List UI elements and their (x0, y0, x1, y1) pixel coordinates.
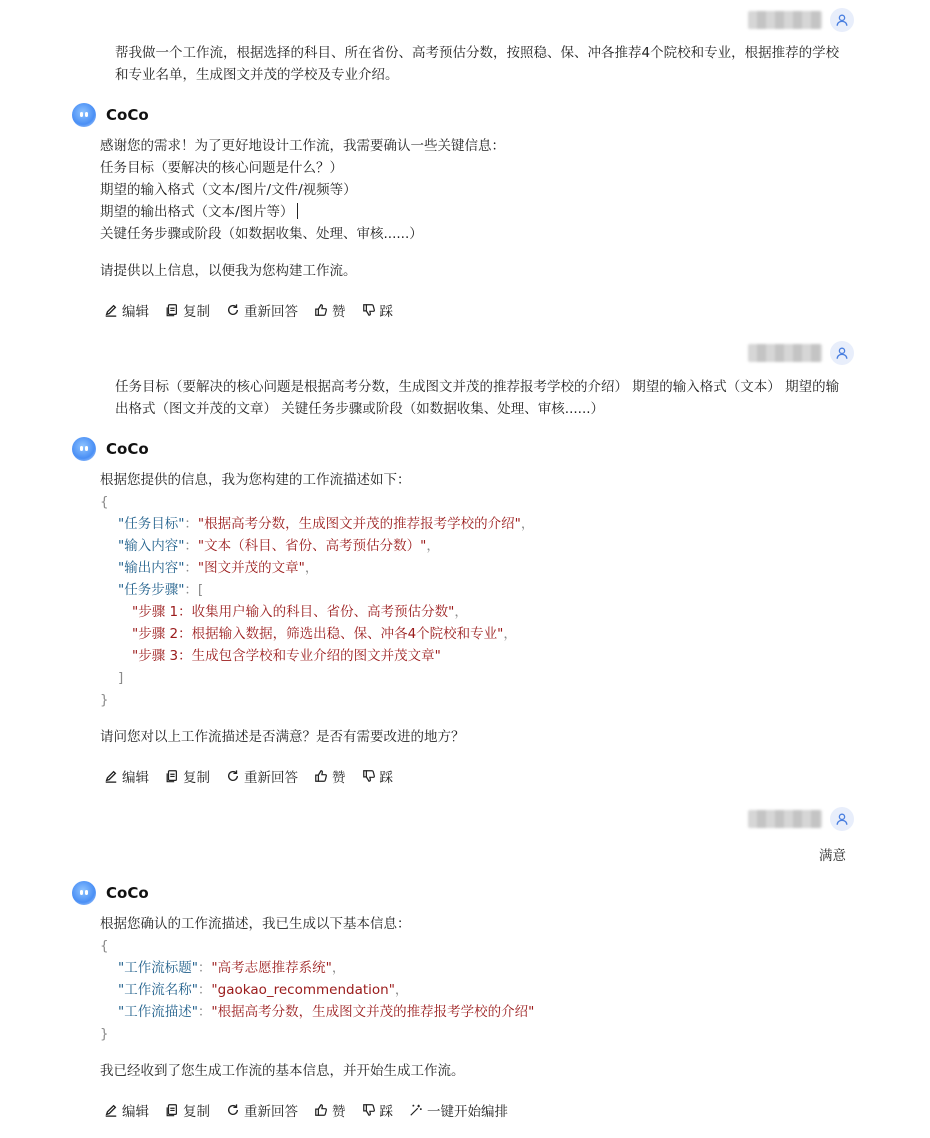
code-string: "步骤 1：收集用户输入的科目、省份、高考预估分数" (132, 604, 455, 620)
edit-button[interactable] (104, 1100, 149, 1120)
copy-label: 复制 (183, 1104, 210, 1120)
bot-avatar-icon (72, 437, 96, 461)
code-string: "步骤 3：生成包含学校和专业介绍的图文并茂文章" (132, 648, 441, 664)
code-brace: { (100, 938, 109, 954)
bot-header (72, 437, 149, 461)
like-label: 赞 (332, 770, 346, 786)
code-punct: ， (520, 516, 535, 532)
regenerate-label: 重新回答 (244, 304, 298, 320)
text-caret (297, 203, 298, 219)
bot-text-line: 根据您提供的信息，我为您构建的工作流描述如下： (100, 472, 411, 488)
regenerate-button[interactable] (226, 1100, 298, 1120)
code-row (100, 979, 860, 1001)
thumbs-up-icon (314, 1103, 328, 1117)
like-label: 赞 (332, 304, 346, 320)
code-row (100, 667, 860, 689)
thumbs-up-icon (314, 303, 328, 317)
thumbs-down-icon (362, 1103, 376, 1117)
code-row (100, 689, 860, 711)
code-punct: ： (184, 516, 198, 532)
bot-header (72, 881, 149, 905)
code-string: "步骤 2：根据输入数据，筛选出稳、保、冲各4个院校和专业" (132, 626, 504, 642)
code-punct: ： (184, 560, 198, 576)
refresh-icon (226, 1103, 240, 1117)
code-brace: } (100, 692, 109, 708)
user-avatar-icon (830, 341, 854, 365)
code-row (100, 1001, 860, 1023)
code-key: "工作流标题" (118, 960, 198, 976)
bot-avatar-icon (72, 881, 96, 905)
code-row (100, 957, 860, 979)
copy-button[interactable] (165, 300, 210, 320)
code-punct: ： (197, 960, 212, 976)
refresh-icon (226, 303, 240, 317)
code-key: "任务目标" (118, 516, 185, 532)
code-punct: ： (197, 1004, 212, 1020)
one-click-label: 一键开始编排 (427, 1104, 508, 1120)
edit-label: 编辑 (122, 1104, 149, 1120)
code-string: "gaokao_recommendation" (211, 982, 395, 998)
one-click-orchestrate-button[interactable] (409, 1100, 508, 1120)
like-button[interactable] (314, 766, 346, 786)
code-brace: { (100, 494, 109, 510)
message-actions (104, 1100, 508, 1120)
thumbs-down-icon (362, 769, 376, 783)
thumbs-up-icon (314, 769, 328, 783)
code-punct: ： (184, 538, 198, 554)
code-row (100, 935, 860, 957)
copy-icon (165, 769, 179, 783)
bot-name: CoCo (106, 884, 149, 902)
dislike-button[interactable] (362, 300, 394, 320)
user-header (748, 8, 854, 32)
copy-icon (165, 303, 179, 317)
code-row (100, 645, 860, 667)
code-string: "文本（科目、省份、高考预估分数）" (197, 538, 427, 554)
code-key: "任务步骤" (118, 582, 185, 598)
regenerate-label: 重新回答 (244, 770, 298, 786)
user-header (748, 807, 854, 831)
dislike-label: 踩 (379, 770, 393, 786)
bot-text-line: 请提供以上信息，以便我为您构建工作流。 (100, 263, 357, 279)
code-string: "高考志愿推荐系统" (211, 960, 332, 976)
regenerate-button[interactable] (226, 766, 298, 786)
dislike-button[interactable] (362, 766, 394, 786)
dislike-label: 踩 (379, 1104, 393, 1120)
code-punct: ， (503, 626, 517, 642)
pencil-icon (104, 303, 118, 317)
code-punct: ， (331, 960, 346, 976)
regenerate-button[interactable] (226, 300, 298, 320)
code-string: "图文并茂的文章" (197, 560, 305, 576)
code-key: "工作流名称" (118, 982, 198, 998)
magic-wand-icon (409, 1103, 423, 1117)
code-row (100, 513, 860, 535)
code-key: "输入内容" (118, 538, 185, 554)
user-name-redacted (748, 810, 822, 828)
bot-text: 期望的输出格式（文本/图片等） (100, 204, 294, 220)
code-row (100, 601, 860, 623)
code-punct: ， (426, 538, 440, 554)
copy-button[interactable] (165, 766, 210, 786)
edit-label: 编辑 (122, 770, 149, 786)
code-punct: ： (184, 582, 198, 598)
code-row (100, 557, 860, 579)
code-key: "工作流描述" (118, 1004, 198, 1020)
user-message: 满意 (819, 848, 846, 864)
code-punct: ， (394, 982, 409, 998)
code-punct: ， (454, 604, 468, 620)
code-key: "输出内容" (118, 560, 185, 576)
copy-label: 复制 (183, 304, 210, 320)
regenerate-label: 重新回答 (244, 1104, 298, 1120)
copy-icon (165, 1103, 179, 1117)
code-row (100, 535, 860, 557)
bot-text-line: 感谢您的需求！为了更好地设计工作流，我需要确认一些关键信息： (100, 138, 505, 154)
bot-header (72, 103, 149, 127)
code-punct: ： (197, 982, 212, 998)
bot-name: CoCo (106, 106, 149, 124)
bot-message (100, 135, 860, 282)
refresh-icon (226, 769, 240, 783)
code-brace: } (100, 1026, 109, 1042)
code-row (100, 623, 860, 645)
like-button[interactable] (314, 1100, 346, 1120)
like-label: 赞 (332, 1104, 346, 1120)
like-button[interactable] (314, 300, 346, 320)
message-actions (104, 766, 393, 786)
bot-text-line: 任务目标（要解决的核心问题是什么？） (100, 160, 343, 176)
bot-text-line: 期望的输入格式（文本/图片/文件/视频等） (100, 182, 357, 198)
dislike-button[interactable] (362, 1100, 394, 1120)
code-block (100, 491, 860, 711)
user-name-redacted (748, 344, 822, 362)
edit-button[interactable] (104, 300, 149, 320)
bot-text-line: 关键任务步骤或阶段（如数据收集、处理、审核......） (100, 226, 423, 242)
edit-button[interactable] (104, 766, 149, 786)
user-message: 任务目标（要解决的核心问题是根据高考分数，生成图文并茂的推荐报考学校的介绍） 期望的输入格式（文本） 期望的输出格式（图文并茂的文章） 关键任务步骤或阶段（如数据收集、处理、审核......） (115, 379, 840, 417)
edit-label: 编辑 (122, 304, 149, 320)
thumbs-down-icon (362, 303, 376, 317)
code-row (100, 1023, 860, 1045)
bot-text-line: 请问您对以上工作流描述是否满意？是否有需要改进的地方？ (100, 729, 465, 745)
code-punct: ， (304, 560, 319, 576)
copy-button[interactable] (165, 1100, 210, 1120)
pencil-icon (104, 1103, 118, 1117)
message-actions (104, 300, 393, 320)
user-name-redacted (748, 11, 822, 29)
bot-text-line (100, 201, 860, 223)
code-row (100, 579, 860, 601)
code-block (100, 935, 860, 1045)
copy-label: 复制 (183, 770, 210, 786)
bot-text-line: 我已经收到了您生成工作流的基本信息，并开始生成工作流。 (100, 1063, 465, 1079)
bot-name: CoCo (106, 440, 149, 458)
code-bracket: [ (197, 582, 204, 598)
code-bracket: ] (118, 670, 124, 686)
dislike-label: 踩 (379, 304, 393, 320)
user-message: 帮我做一个工作流，根据选择的科目、所在省份、高考预估分数，按照稳、保、冲各推荐4个院校和专业，根据推荐的学校和专业名单，生成图文并茂的学校及专业介绍。 (115, 45, 840, 83)
pencil-icon (104, 769, 118, 783)
code-string: "根据高考分数，生成图文并茂的推荐报考学校的介绍" (211, 1004, 535, 1020)
code-row (100, 491, 860, 513)
user-avatar-icon (830, 8, 854, 32)
user-header (748, 341, 854, 365)
code-string: "根据高考分数，生成图文并茂的推荐报考学校的介绍" (197, 516, 521, 532)
bot-avatar-icon (72, 103, 96, 127)
bot-message (100, 913, 860, 1082)
bot-message (100, 469, 860, 748)
bot-text-line: 根据您确认的工作流描述，我已生成以下基本信息： (100, 916, 411, 932)
user-avatar-icon (830, 807, 854, 831)
